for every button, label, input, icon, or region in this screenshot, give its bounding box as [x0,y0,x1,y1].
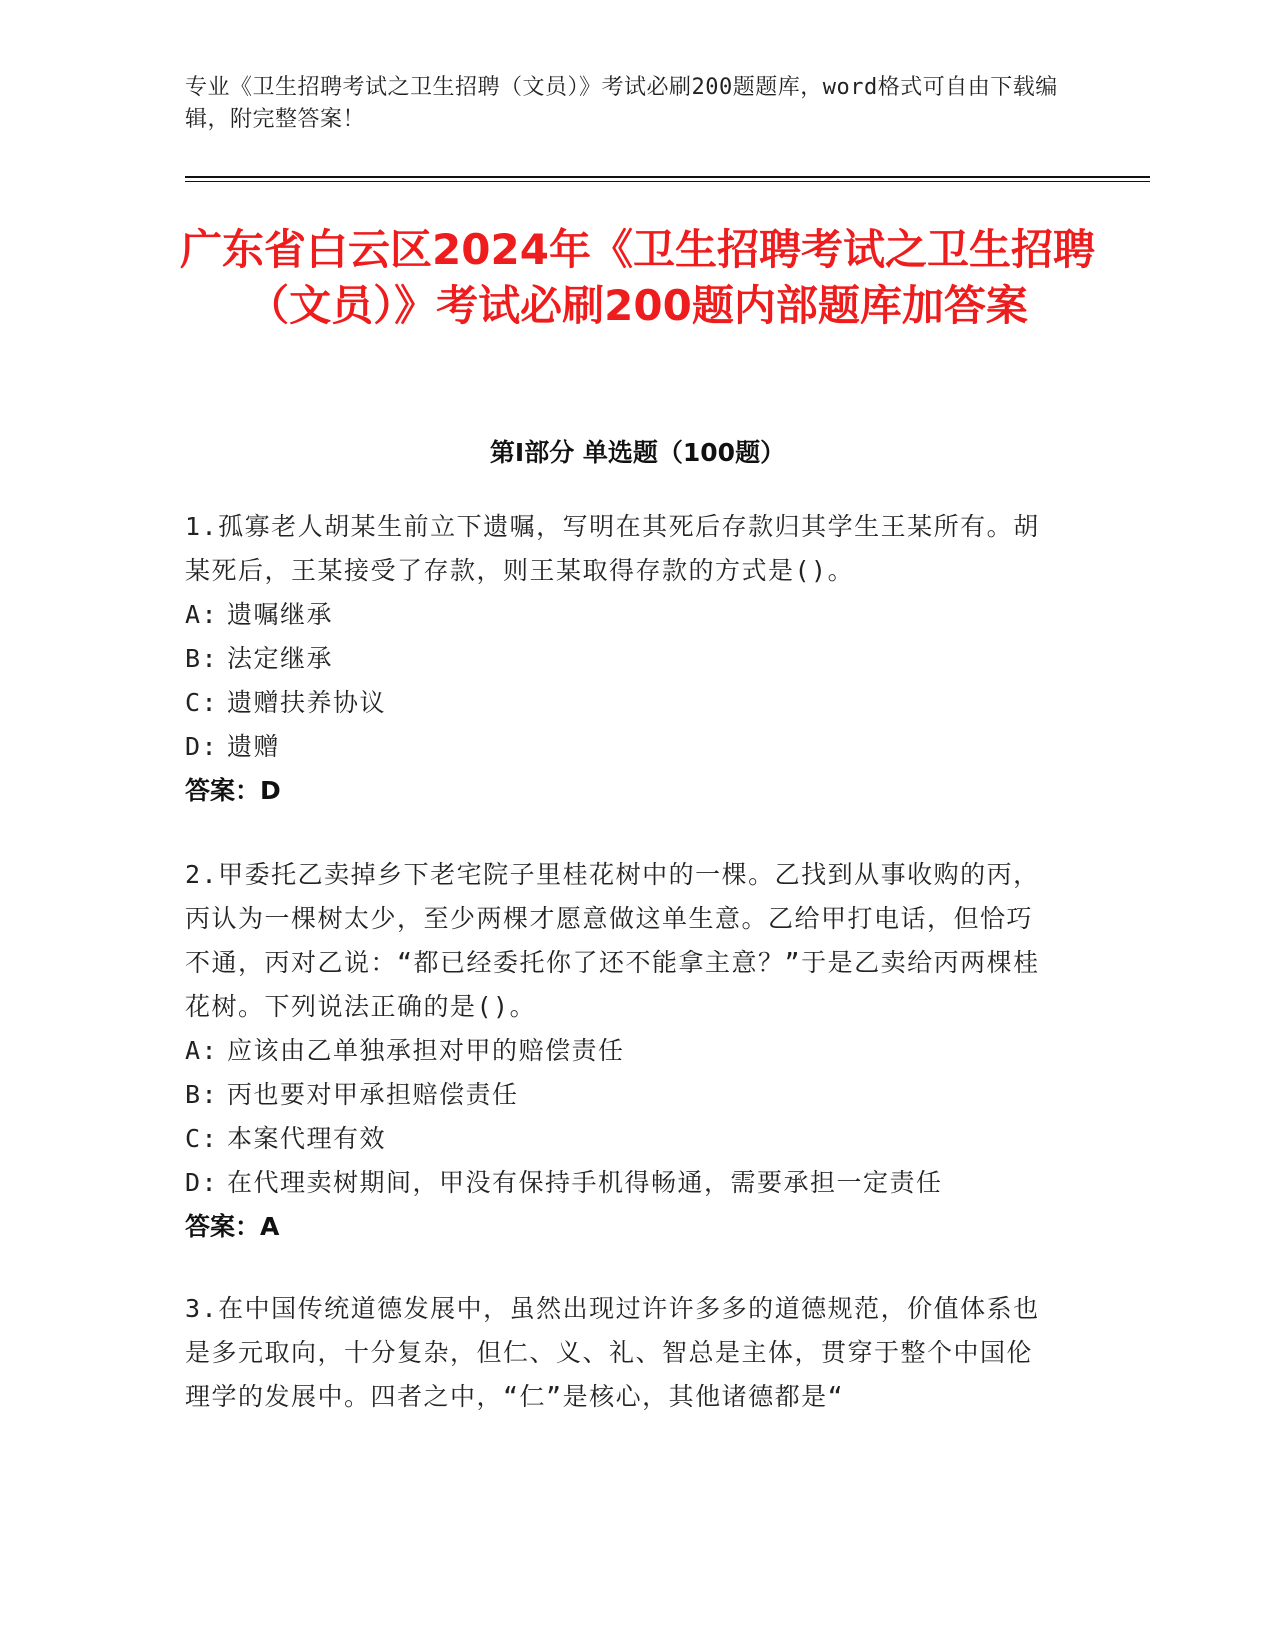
question-1 [185,505,1055,813]
option-text: 遗嘱继承 [227,600,334,629]
option-c [185,1117,1055,1161]
header-note: 专业《卫生招聘考试之卫生招聘（文员）》考试必刷200题题库，word格式可自由下载编辑，附完整答案！ [185,75,1058,132]
option-letter: D: [185,1168,219,1197]
option-text: 本案代理有效 [227,1124,387,1153]
option-letter: B: [185,644,219,673]
header-divider-thin [185,181,1150,182]
option-text: 应该由乙单独承担对甲的赔偿责任 [227,1036,625,1065]
option-text: 遗赠扶养协议 [227,688,387,717]
option-a [185,1029,1055,1073]
option-text: 遗赠 [227,732,281,761]
option-text: 法定继承 [227,644,334,673]
option-b [185,1073,1055,1117]
option-letter: D: [185,732,219,761]
option-text: 丙也要对甲承担赔偿责任 [227,1080,519,1109]
question-stem: 3.在中国传统道德发展中，虽然出现过许许多多的道德规范，价值体系也是多元取向，十分复杂，但仁、义、礼、智总是主体，贯穿于整个中国伦理学的发展中。四者之中，“仁”是核心，其他诸德都是“ [185,1294,1040,1411]
question-3 [185,1287,1055,1419]
answer-line: 答案：A [185,1212,280,1241]
option-letter: C: [185,1124,219,1153]
question-stem: 1.孤寡老人胡某生前立下遗嘱，写明在其死后存款归其学生王某所有。胡某死后，王某接受了存款，则王某取得存款的方式是()。 [185,512,1040,585]
header-divider-thick [185,176,1150,178]
option-letter: A: [185,1036,219,1065]
option-a [185,593,1055,637]
answer-line: 答案：D [185,776,281,805]
section-heading: 第Ⅰ部分 单选题（100题） [489,438,786,467]
option-b [185,637,1055,681]
option-letter: C: [185,688,219,717]
option-c [185,681,1055,725]
option-letter: B: [185,1080,219,1109]
option-d [185,725,1055,769]
document-title: 广东省白云区2024年《卫生招聘考试之卫生招聘（文员）》考试必刷200题内部题库加答案 [180,225,1095,330]
option-d [185,1161,1055,1205]
option-letter: A: [185,600,219,629]
option-text: 在代理卖树期间，甲没有保持手机得畅通，需要承担一定责任 [227,1168,943,1197]
question-2 [185,853,1055,1249]
question-stem: 2.甲委托乙卖掉乡下老宅院子里桂花树中的一棵。乙找到从事收购的丙，丙认为一棵树太少，至少两棵才愿意做这单生意。乙给甲打电话，但恰巧不通，丙对乙说：“都已经委托你了还不能拿主意？”于是乙卖给丙两棵桂花树。下列说法正确的是()。 [185,860,1040,1021]
